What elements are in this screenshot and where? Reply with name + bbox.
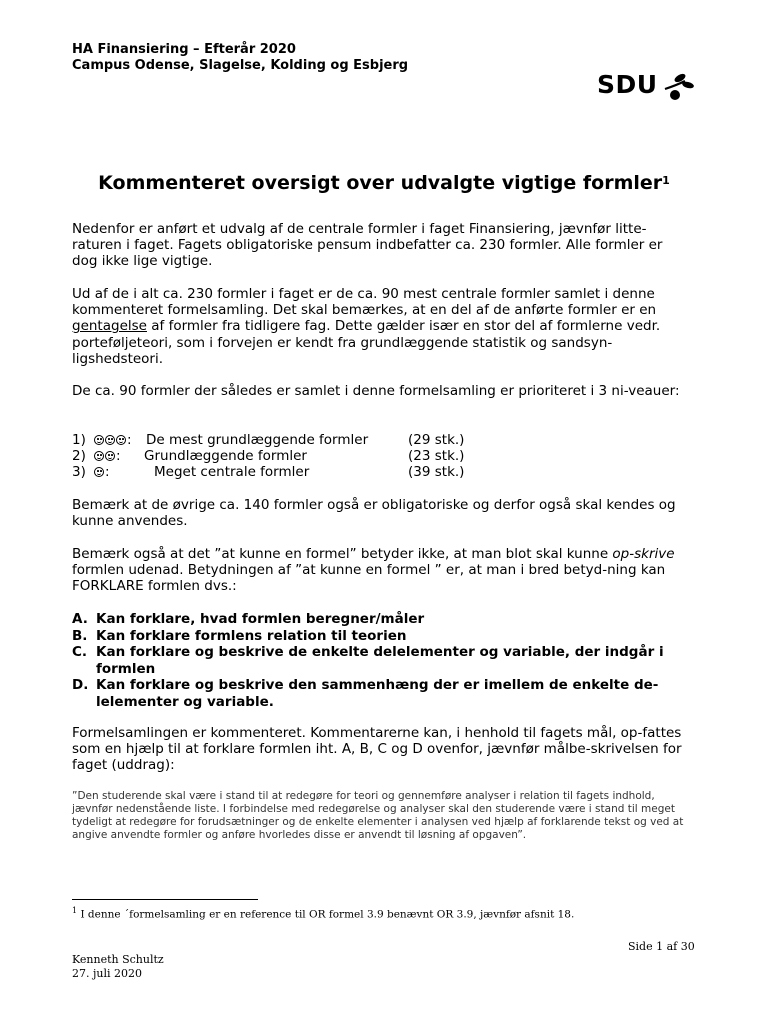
criteria-text: Kan forklare og beskrive de enkelte delelementer og variable, der indgår i formlen (96, 644, 664, 677)
meaning-italic: op-skrive (612, 546, 675, 562)
scope-underlined: gentagelse (72, 318, 147, 335)
list-item (72, 677, 692, 710)
scope-text-b: af formler fra tidligere fag. Dette gælder især en stor del af formlerne vedr. porteføljeteori, som i forvejen er kendt fra grundlæggende statistik og sandsyn-ligshedsteori. (72, 318, 661, 367)
criteria-text: Kan forklare, hvad formlen beregner/måler (96, 611, 425, 627)
title-footnote-ref: 1 (662, 174, 670, 187)
level-count: (23 stk.) (408, 448, 465, 464)
level-colon: : (127, 432, 132, 448)
list-item (72, 644, 692, 677)
criteria-letter: D. (72, 677, 89, 693)
smiley-icon (105, 451, 115, 461)
footnote (72, 906, 574, 921)
sdu-tree-icon (661, 72, 695, 102)
meaning-text-a: Bemærk også at det ”at kunne en formel” betyder ikke, at man blot skal kunne (72, 546, 613, 562)
page-title (0, 172, 768, 194)
meaning-text-b: formlen udenad. Betydningen af ”at kunne en formel ” er, at man i bred betyd-ning kan FORKLARE formlen dvs.: (72, 562, 666, 595)
smiley-icon (94, 435, 104, 445)
logo-text: SDU (597, 70, 658, 99)
levels-intro-paragraph: De ca. 90 formler der således er samlet i denne formelsamling er prioriteret i 3 ni-veauer: (72, 383, 680, 399)
level-colon: : (116, 448, 121, 464)
smiley-icon (94, 467, 104, 477)
list-item (72, 628, 692, 645)
intro-paragraph: Nedenfor er anført et udvalg af de centrale formler i faget Finansiering, jævnfør litte-raturen i faget. Fagets obligatoriske pensum indbefatter ca. 230 formler. Alle formler er dog ikke lige vigtige. (72, 221, 663, 270)
footnote-text: I denne ´formelsamling er en reference til OR formel 3.9 benævnt OR 3.9, jævnfør afsnit 18. (80, 908, 575, 921)
criteria-letter: B. (72, 627, 88, 644)
criteria-letter: C. (72, 644, 88, 660)
level-colon: : (105, 464, 110, 480)
smiley-group (94, 448, 121, 464)
criteria-text: Kan forklare formlens relation til teorien (96, 627, 407, 644)
author-name: Kenneth Schultz (72, 953, 164, 966)
level-count: (29 stk.) (408, 432, 465, 448)
criteria-text: Kan forklare og beskrive den sammenhæng der er imellem de enkelte de-lelementer og variable. (96, 677, 659, 710)
title-text: Kommenteret oversigt over udvalgte vigtige formler (98, 172, 663, 194)
curriculum-quote: ”Den studerende skal være i stand til at redegøre for teori og gennemføre analyser i relation til fagets indhold, jævnfør nedenstående liste. I forbindelse med redegørelse og analyser skal den studerende være i stand til meget tydeligt at redegøre for forudsætninger og de enkelte elementer i analysen ved hjælp af forklarende tekst og ved at angive anvendte formler og anføre hvorledes disse er anvendt til løsning af opgaven”. (72, 790, 684, 841)
document-header (72, 42, 408, 74)
footnote-divider (72, 899, 258, 900)
level-number: 2) (72, 448, 86, 464)
level-number: 3) (72, 464, 86, 480)
scope-paragraph (72, 286, 692, 367)
page-number: Side 1 af 30 (628, 940, 695, 953)
smiley-group (94, 464, 110, 480)
author-block (72, 953, 164, 981)
author-date: 27. juli 2020 (72, 967, 143, 980)
smiley-group (94, 432, 132, 448)
campus-line: Campus Odense, Slagelse, Kolding og Esbjerg (72, 58, 409, 73)
course-title: HA Finansiering – Efterår 2020 (72, 42, 296, 57)
commentary-paragraph: Formelsamlingen er kommenteret. Kommentarerne kan, i henhold til fagets mål, op-fattes som en hjælp til at forklare formlen iht. A, B, C og D ovenfor, jævnfør målbe-skrivelsen for faget (uddrag): (72, 725, 682, 774)
level-count: (39 stk.) (408, 464, 465, 480)
level-label: De mest grundlæggende formler (146, 432, 369, 448)
level-label: Meget centrale formler (154, 464, 310, 480)
criteria-letter: A. (72, 611, 88, 627)
meaning-paragraph (72, 546, 692, 595)
smiley-icon (105, 435, 115, 445)
criteria-list (72, 611, 692, 710)
level-label: Grundlæggende formler (144, 448, 307, 464)
smiley-icon (116, 435, 126, 445)
obligatory-paragraph: Bemærk at de øvrige ca. 140 formler også er obligatoriske og derfor også skal kendes og kunne anvendes. (72, 497, 676, 530)
list-item (72, 611, 692, 628)
scope-text-a: Ud af de i alt ca. 230 formler i faget er de ca. 90 mest centrale formler samlet i denne kommenteret formelsamling. Det skal bemærkes, at en del af de anførte formler er en (72, 286, 657, 319)
smiley-icon (94, 451, 104, 461)
level-number: 1) (72, 432, 86, 448)
footnote-number: 1 (72, 906, 78, 915)
sdu-logo (597, 70, 697, 100)
